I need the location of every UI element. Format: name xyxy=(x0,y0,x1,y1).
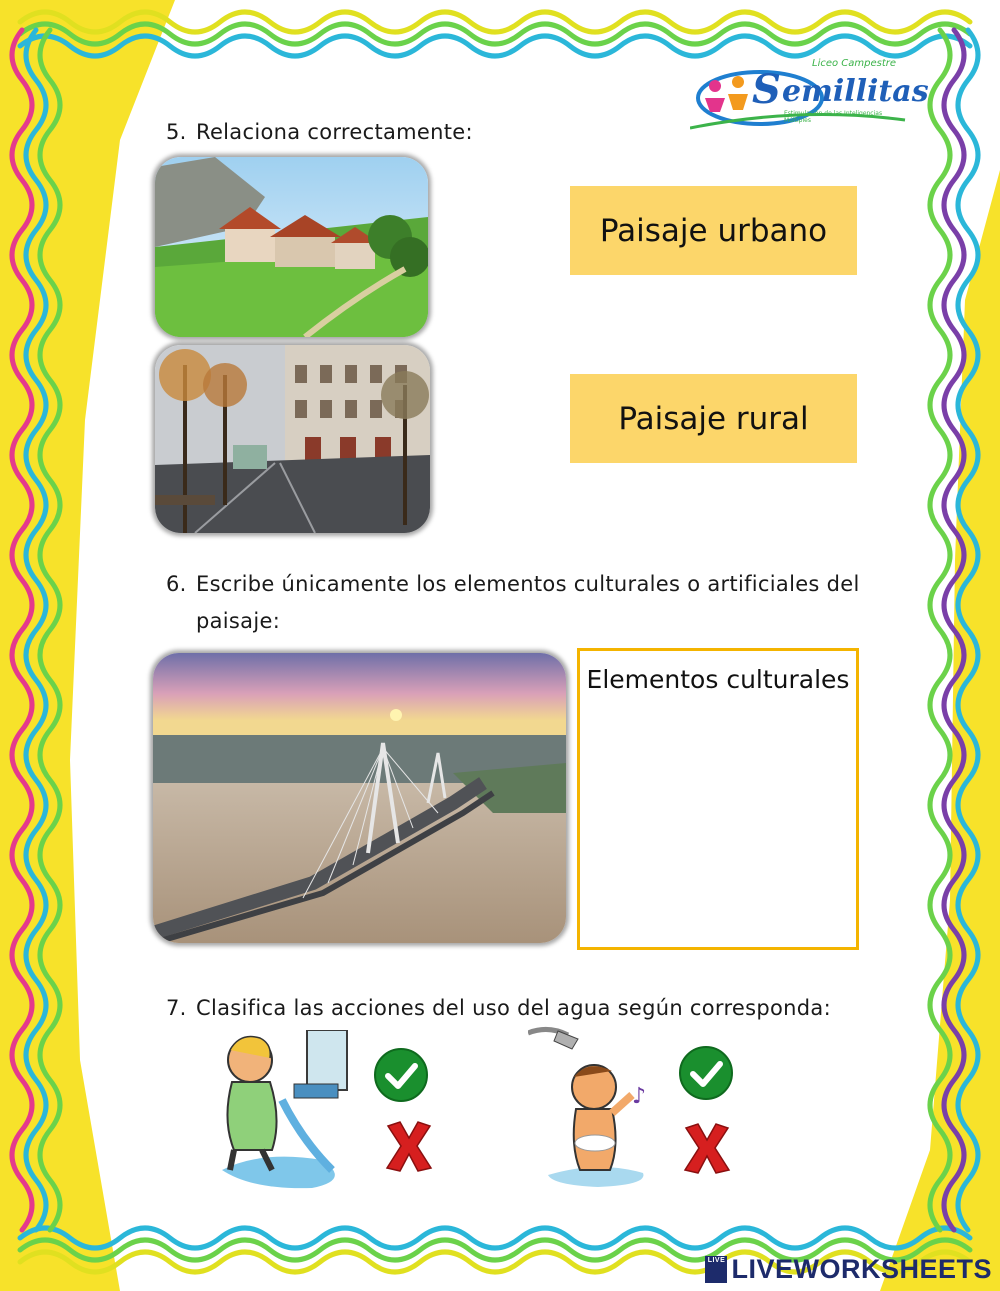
urban-landscape-photo[interactable] xyxy=(155,345,430,533)
boy-wasting-water-illustration xyxy=(212,1030,352,1190)
answer-box-title: Elementos culturales xyxy=(586,665,850,694)
cross-icon[interactable] xyxy=(682,1122,732,1174)
question-6-text-line1: Escribe únicamente los elementos culturales o artificiales del xyxy=(196,572,860,596)
rural-landscape-photo[interactable] xyxy=(155,157,428,337)
label-paisaje-urbano[interactable] xyxy=(570,186,857,275)
question-7-number: 7. xyxy=(166,996,187,1020)
logo-tagline: Estimulación de las Inteligencias Múltiples xyxy=(784,110,883,124)
boy-showering-illustration xyxy=(528,1025,668,1190)
check-icon[interactable] xyxy=(679,1046,733,1100)
label-paisaje-rural-text: Paisaje rural xyxy=(618,400,809,437)
logo-top-text: Liceo Campestre xyxy=(812,58,897,69)
school-logo xyxy=(690,56,929,136)
label-paisaje-urbano-text: Paisaje urbano xyxy=(599,212,828,249)
cultural-elements-answer-box[interactable] xyxy=(577,648,859,950)
rural-scene-image xyxy=(155,157,428,337)
svg-text:♪: ♪ xyxy=(632,1084,647,1109)
logo-initial: S xyxy=(752,66,781,113)
question-6 xyxy=(166,566,866,640)
question-6-text-line2: paisaje: xyxy=(196,609,281,633)
question-5 xyxy=(166,120,473,144)
question-7 xyxy=(166,996,831,1020)
question-5-text: Relaciona correctamente: xyxy=(196,120,473,144)
urban-scene-image xyxy=(155,345,430,533)
logo-name: emillitas xyxy=(782,74,929,109)
cross-icon[interactable] xyxy=(384,1120,434,1172)
label-paisaje-rural[interactable] xyxy=(570,374,857,463)
question-6-number: 6. xyxy=(166,572,187,596)
liveworksheets-logo xyxy=(705,1254,992,1285)
live-badge-icon: LIVE xyxy=(705,1256,727,1283)
bridge-city-photo xyxy=(153,653,566,943)
question-5-number: 5. xyxy=(166,120,187,144)
check-icon[interactable] xyxy=(374,1048,428,1102)
question-7-text: Clasifica las acciones del uso del agua según corresponda: xyxy=(196,996,831,1020)
liveworksheets-text: LIVEWORKSHEETS xyxy=(731,1254,992,1284)
bridge-scene-image xyxy=(153,653,566,943)
